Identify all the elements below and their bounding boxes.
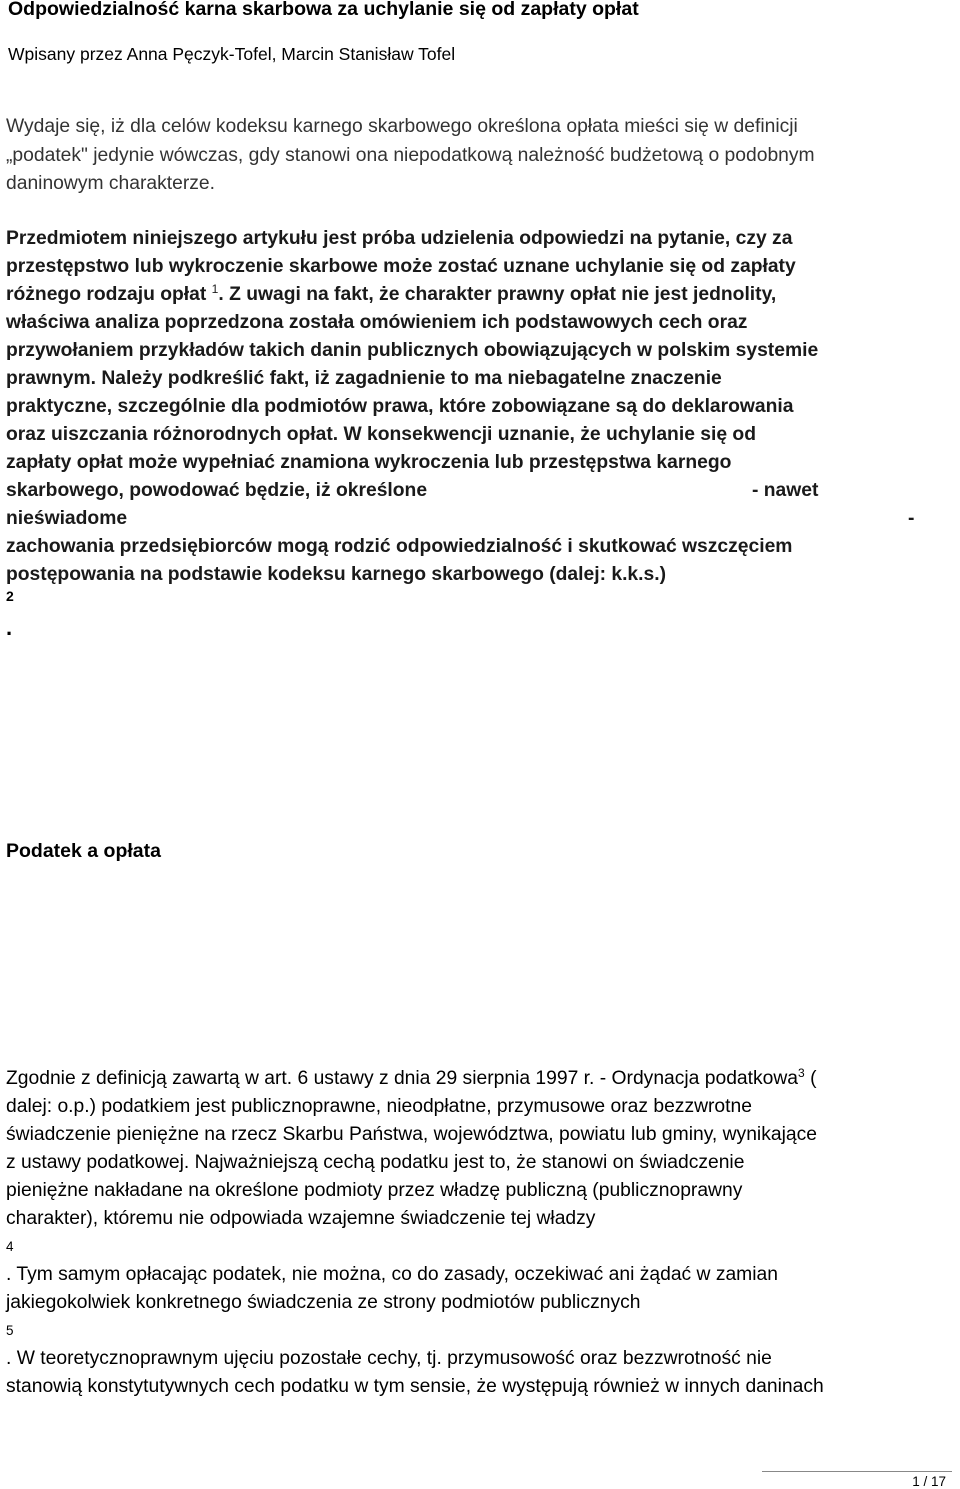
bold-line: przestępstwo lub wykroczenie skarbowe może zostać uznane uchylanie się od zapłaty — [6, 256, 796, 277]
definition-line: dalej: o.p.) podatkiem jest publicznoprawne, nieodpłatne, przymusowe oraz bezzwrotne — [6, 1096, 752, 1117]
intro-line: Wydaje się, iż dla celów kodeksu karnego skarbowego określona opłata mieści się w definicji — [6, 116, 798, 137]
author-line: Wpisany przez Anna Pęczyk-Tofel, Marcin Stanisław Tofel — [8, 44, 456, 64]
footnote-ref-4[interactable]: 4 — [6, 1239, 14, 1254]
bold-text: . Z uwagi na fakt, że charakter prawny opłat nie jest jednolity, — [218, 284, 777, 305]
trailing-period: . — [6, 615, 13, 640]
bold-paragraph — [6, 225, 956, 589]
document-title: Odpowiedzialność karna skarbowa za uchylanie się od zapłaty opłat — [8, 0, 639, 20]
bold-line: zachowania przedsiębiorców mogą rodzić odpowiedzialność i skutkować wszczęciem — [6, 536, 793, 557]
bold-line — [6, 505, 956, 533]
intro-paragraph — [6, 113, 956, 199]
bold-line: oraz uiszczania różnorodnych opłat. W konsekwencji uznanie, że uchylanie się od — [6, 424, 756, 445]
bold-text: skarbowego, powodować będzie, iż określone — [6, 480, 428, 501]
bold-line: Przedmiotem niniejszego artykułu jest próba udzielenia odpowiedzi na pytanie, czy za — [6, 228, 793, 249]
definition-line: jakiegokolwiek konkretnego świadczenia ze strony podmiotów publicznych — [6, 1292, 641, 1313]
bold-line: właściwa analiza poprzedzona została omówieniem ich podstawowych cech oraz — [6, 312, 748, 333]
bold-line — [6, 477, 956, 505]
bold-text: - nawet — [752, 480, 819, 501]
intro-line: „podatek" jedynie wówczas, gdy stanowi ona niepodatkową należność budżetową o podobnym — [6, 144, 815, 166]
page-number: 1 / 17 — [912, 1474, 946, 1489]
section-heading: Podatek a opłata — [6, 840, 161, 862]
bold-line — [6, 281, 956, 309]
bold-line: postępowania na podstawie kodeksu karnego skarbowego (dalej: k.k.s.) — [6, 564, 667, 585]
definition-paragraph — [6, 1065, 958, 1401]
bold-line: zapłaty opłat może wypełniać znamiona wykroczenia lub przestępstwa karnego — [6, 452, 732, 473]
footnote-ref-5[interactable]: 5 — [6, 1323, 14, 1338]
bold-text: różnego rodzaju opłat — [6, 284, 207, 305]
definition-line — [6, 1065, 958, 1093]
bold-line: praktyczne, szczególnie dla podmiotów prawa, które zobowiązane są do deklarowania — [6, 396, 794, 417]
footnote-ref-2[interactable]: 2 — [6, 588, 14, 604]
bold-text: nieświadome — [6, 508, 128, 529]
definition-line: charakter), któremu nie odpowiada wzajemne świadczenie tej władzy — [6, 1208, 596, 1229]
footer-divider — [762, 1471, 952, 1472]
footnote-ref-1[interactable]: 1 — [211, 282, 219, 296]
definition-text: Zgodnie z definicją zawartą w art. 6 ustawy z dnia 29 sierpnia 1997 r. - Ordynacja podatkowa — [6, 1068, 799, 1089]
definition-line: pieniężne nakładane na określone podmioty przez władzę publiczną (publicznoprawny — [6, 1180, 743, 1201]
definition-line: . Tym samym opłacając podatek, nie można, co do zasady, oczekiwać ani żądać w zamian — [6, 1264, 778, 1285]
footnote-ref-3[interactable]: 3 — [798, 1066, 805, 1080]
definition-text: ( — [804, 1068, 817, 1089]
definition-line: z ustawy podatkowej. Najważniejszą cechą podatku jest to, że stanowi on świadczenie — [6, 1152, 745, 1173]
bold-line: prawnym. Należy podkreślić fakt, iż zagadnienie to ma niebagatelne znaczenie — [6, 368, 722, 389]
definition-line: świadczenie pieniężne na rzecz Skarbu Państwa, województwa, powiatu lub gminy, wynikające — [6, 1124, 817, 1145]
intro-line: daninowym charakterze. — [6, 173, 215, 194]
definition-line: stanowią konstytutywnych cech podatku w tym sensie, że występują również w innych daninach — [6, 1376, 824, 1397]
definition-line: . W teoretycznoprawnym ujęciu pozostałe cechy, tj. przymusowość oraz bezzwrotność nie — [6, 1348, 772, 1369]
bold-text: - — [908, 508, 915, 529]
bold-line: przywołaniem przykładów takich danin publicznych obowiązujących w polskim systemie — [6, 340, 819, 361]
